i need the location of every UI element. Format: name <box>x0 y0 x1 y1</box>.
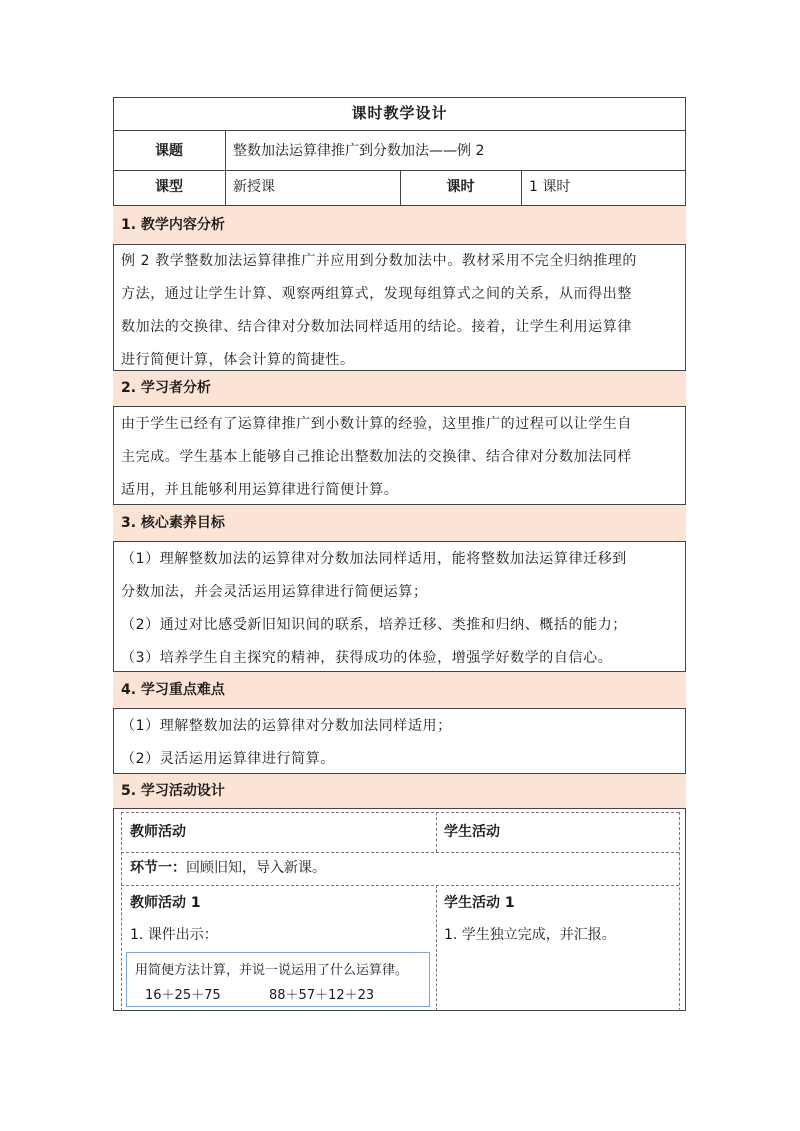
divider <box>521 170 522 205</box>
dashed-divider <box>121 812 679 813</box>
text-line: （1）理解整数加法的运算律对分数加法同样适用，能将整数加法运算律迁移到 <box>121 551 627 567</box>
core-goals-text <box>121 543 681 675</box>
section-heading-learner-analysis: 2. 学习者分析 <box>113 371 686 406</box>
teacher-activity-header: 教师活动 <box>130 824 186 840</box>
text-line: （1）理解整数加法的运算律对分数加法同样适用； <box>121 718 452 734</box>
text-line: （2）通过对比感受新旧知识间的联系，培养迁移、类推和归纳、概括的能力； <box>121 617 627 633</box>
text-line: 数加法的交换律、结合律对分数加法同样适用的结论。接着，让学生利用运算律 <box>121 319 632 335</box>
callout-expression-1: 16＋25＋75 <box>145 988 221 1003</box>
dashed-divider <box>436 885 437 1011</box>
text-line: 由于学生已经有了运算律推广到小数计算的经验，这里推广的过程可以让学生自 <box>121 416 632 432</box>
callout-prompt: 用简便方法计算，并说一说运用了什么运算律。 <box>135 963 409 978</box>
hours-value: 1 课时 <box>529 179 571 195</box>
hours-label: 课时 <box>446 179 475 195</box>
student-activity-header: 学生活动 <box>444 824 500 840</box>
divider <box>113 808 686 809</box>
teacher-activity-item: 1. 课件出示： <box>130 927 218 943</box>
topic-value: 整数加法运算律推广到分数加法——例 2 <box>233 143 485 159</box>
divider <box>113 708 686 709</box>
content-analysis-text <box>121 245 681 377</box>
divider <box>113 130 686 131</box>
section-heading-content-analysis: 1. 教学内容分析 <box>113 206 686 244</box>
section-heading-core-goals: 3. 核心素养目标 <box>113 505 686 541</box>
step-one-text: 回顾旧知，导入新课。 <box>186 860 326 876</box>
text-line: 进行简便计算，体会计算的简捷性。 <box>121 352 355 368</box>
learner-analysis-text <box>121 408 681 507</box>
teacher-activity-title: 教师活动 1 <box>130 895 201 911</box>
topic-label: 课题 <box>155 143 183 159</box>
dashed-divider <box>679 812 680 1011</box>
dashed-divider <box>121 852 679 853</box>
divider <box>113 406 686 407</box>
student-activity-title: 学生活动 1 <box>444 895 515 911</box>
divider <box>225 130 226 170</box>
dashed-divider <box>436 812 437 852</box>
key-points-text <box>121 710 681 776</box>
text-line: （2）灵活运用运算律进行简算。 <box>121 751 335 767</box>
student-activity-item: 1. 学生独立完成，并汇报。 <box>444 927 616 943</box>
divider <box>113 541 686 542</box>
type-label: 课型 <box>155 179 183 195</box>
type-value: 新授课 <box>233 179 275 195</box>
text-line: 主完成。学生基本上能够自己推论出整数加法的交换律、结合律对分数加法同样 <box>121 449 632 465</box>
text-line: 方法，通过让学生计算、观察两组算式，发现每组算式之间的关系，从而得出整 <box>121 286 632 302</box>
text-line: 适用，并且能够利用运算律进行简便计算。 <box>121 482 399 498</box>
slide-callout-box <box>126 952 430 1007</box>
step-one-label: 环节一： <box>130 860 186 876</box>
page-title: 课时教学设计 <box>351 104 448 122</box>
text-line: 分数加法，并会灵活运用运算律进行简便运算； <box>121 584 428 600</box>
callout-expression-2: 88＋57＋12＋23 <box>269 988 375 1003</box>
section-heading-activity-design: 5. 学习活动设计 <box>113 774 686 808</box>
text-line: 例 2 教学整数加法运算律推广并应用到分数加法中。教材采用不完全归纳推理的 <box>121 253 638 269</box>
divider <box>225 170 226 205</box>
step-one <box>130 858 326 878</box>
text-line: （3）培养学生自主探究的精神，获得成功的体验，增强学好数学的自信心。 <box>121 650 613 666</box>
section-heading-key-points: 4. 学习重点难点 <box>113 672 686 708</box>
dashed-divider <box>121 812 122 1011</box>
dashed-divider <box>121 885 679 886</box>
